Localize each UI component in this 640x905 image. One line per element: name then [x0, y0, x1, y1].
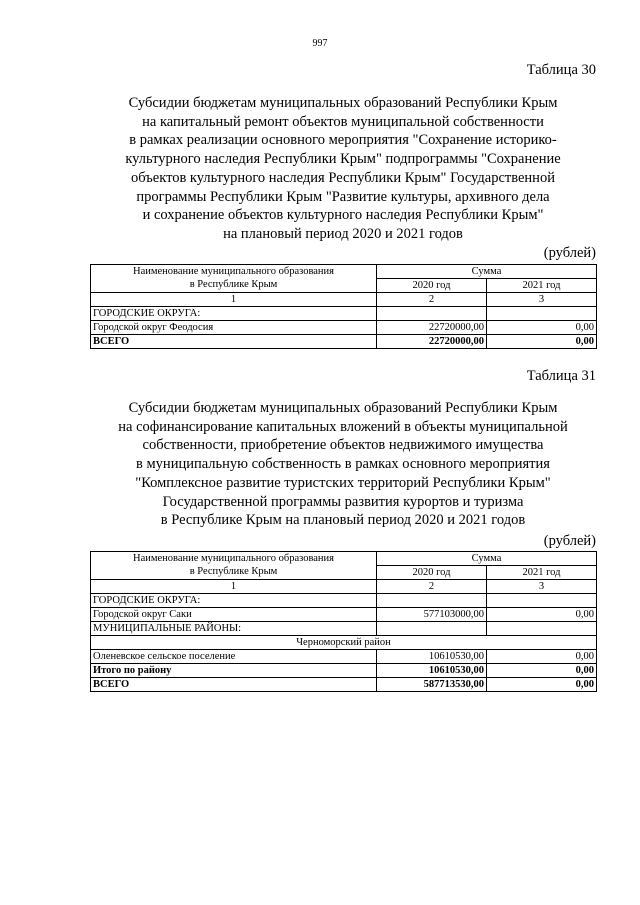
row-name: Итого по району: [91, 664, 377, 678]
row-value-2021: 0,00: [487, 608, 597, 622]
table-30-title: [90, 94, 596, 244]
table-31-unit: (рублей): [543, 533, 596, 549]
row-value-2020: 10610530,00: [377, 650, 487, 664]
title-line: в Республике Крым на плановый период 2020 и 2021 годов: [160, 512, 526, 529]
title-line: программы Республики Крым "Развитие культуры, архивного дела: [136, 188, 550, 205]
row-value-2021: 0,00: [487, 335, 597, 349]
title-line: в рамках реализации основного мероприятия "Сохранение историко-: [129, 132, 557, 149]
row-value-2021: 0,00: [487, 321, 597, 335]
row-value-2021: 0,00: [487, 664, 597, 678]
column-number: 1: [91, 580, 377, 594]
column-number: 1: [91, 293, 377, 307]
table-row: [91, 664, 597, 678]
header-name-line1: Наименование муниципального образования: [91, 552, 377, 566]
title-line: Государственной программы развития курортов и туризма: [162, 493, 524, 510]
table-31-label: Таблица 31: [526, 368, 596, 384]
row-name: Оленевское сельское поселение: [91, 650, 377, 664]
row-value-2021: [487, 594, 597, 608]
row-name: Городской округ Феодосия: [91, 321, 377, 335]
page-number: 997: [312, 38, 328, 49]
row-value-2020: 577103000,00: [377, 608, 487, 622]
table-row: [91, 307, 597, 321]
table-row: [91, 608, 597, 622]
row-name: ГОРОДСКИЕ ОКРУГА:: [91, 307, 377, 321]
title-line: собственности, приобретение объектов недвижимого имущества: [142, 437, 544, 454]
row-value-2021: [487, 622, 597, 636]
title-line: на софинансирование капитальных вложений в объекты муниципальной: [118, 418, 568, 435]
row-value-2020: 587713530,00: [377, 678, 487, 692]
table-31: [90, 551, 597, 692]
header-year-2021: 2021 год: [487, 566, 597, 580]
title-line: на капитальный ремонт объектов муниципальной собственности: [142, 113, 544, 130]
row-value-2021: [487, 307, 597, 321]
row-name: ВСЕГО: [91, 678, 377, 692]
row-name: ВСЕГО: [91, 335, 377, 349]
row-value-2021: 0,00: [487, 650, 597, 664]
column-number: 3: [487, 293, 597, 307]
header-year-2021: 2021 год: [487, 279, 597, 293]
header-year-2020: 2020 год: [377, 566, 487, 580]
row-value-2021: 0,00: [487, 678, 597, 692]
header-name-line2: в Республике Крым: [91, 279, 377, 293]
row-value-2020: 10610530,00: [377, 664, 487, 678]
title-line: на плановый период 2020 и 2021 годов: [223, 225, 463, 242]
table-row: [91, 335, 597, 349]
column-number: 2: [377, 580, 487, 594]
header-name-line2: в Республике Крым: [91, 566, 377, 580]
row-value-2020: 22720000,00: [377, 321, 487, 335]
table-row: [91, 650, 597, 664]
table-30: [90, 264, 597, 349]
district-name: Черноморский район: [91, 636, 597, 650]
title-line: Субсидии бюджетам муниципальных образований Республики Крым: [128, 400, 558, 416]
header-year-2020: 2020 год: [377, 279, 487, 293]
row-name: Городской округ Саки: [91, 608, 377, 622]
title-line: "Комплексное развитие туристских территорий Республики Крым": [135, 474, 551, 491]
table-30-label: Таблица 30: [526, 62, 596, 78]
row-name: МУНИЦИПАЛЬНЫЕ РАЙОНЫ:: [91, 622, 377, 636]
table-row: [91, 678, 597, 692]
table-row: [91, 321, 597, 335]
row-value-2020: [377, 594, 487, 608]
title-line: объектов культурного наследия Республики Крым" Государственной: [131, 169, 555, 186]
row-value-2020: 22720000,00: [377, 335, 487, 349]
title-line: культурного наследия Республики Крым" подпрограммы "Сохранение: [125, 151, 561, 168]
title-line: Субсидии бюджетам муниципальных образований Республики Крым: [128, 95, 558, 111]
table-row: [91, 622, 597, 636]
row-value-2020: [377, 622, 487, 636]
column-number: 2: [377, 293, 487, 307]
header-sum: Сумма: [377, 265, 597, 279]
header-sum: Сумма: [377, 552, 597, 566]
table-30-unit: (рублей): [543, 245, 596, 261]
header-name-line1: Наименование муниципального образования: [91, 265, 377, 279]
row-name: ГОРОДСКИЕ ОКРУГА:: [91, 594, 377, 608]
column-number: 3: [487, 580, 597, 594]
title-line: в муниципальную собственность в рамках основного мероприятия: [136, 456, 550, 473]
table-31-title: [90, 399, 596, 530]
table-row: [91, 594, 597, 608]
row-value-2020: [377, 307, 487, 321]
table-row: [91, 636, 597, 650]
title-line: и сохранение объектов культурного наследия Республики Крым": [142, 207, 544, 224]
